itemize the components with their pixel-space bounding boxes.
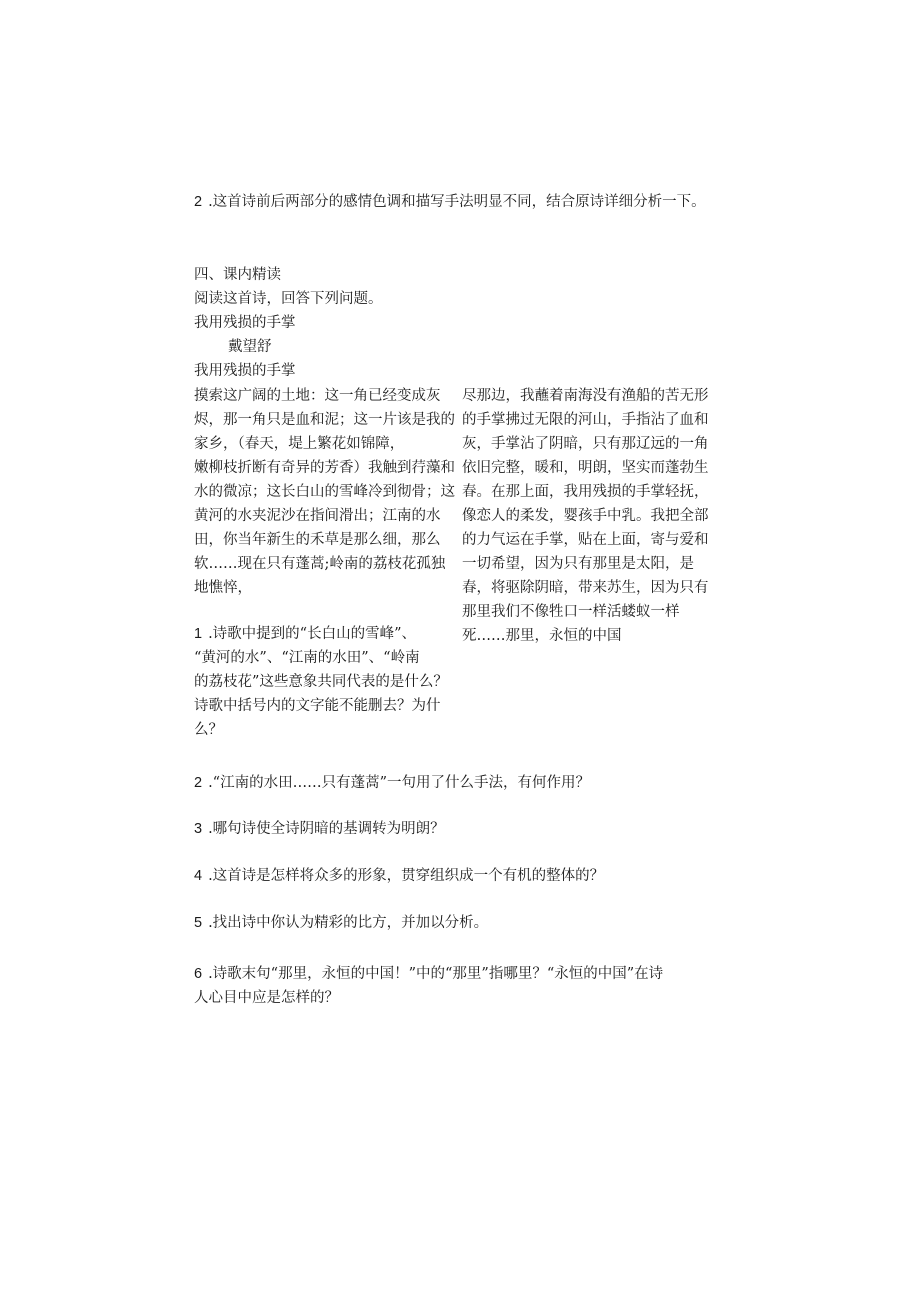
poem-line: 田，你当年新生的禾草是那么细，那么: [194, 532, 441, 548]
question-text: .这首诗是怎样将众多的形象，贯穿组织成一个有机的整体的？: [208, 868, 605, 884]
question-text: 么？: [194, 722, 223, 738]
poem-line: 依旧完整，暖和，明朗，坚实而蓬勃生: [462, 460, 709, 476]
poem-line: 的手掌拂过无限的河山，手指沾了血和: [462, 412, 709, 428]
question-text: 的荔枝花”这些意象共同代表的是什么？: [194, 674, 448, 690]
poem-first-line: 我用残损的手掌: [194, 363, 296, 379]
prev-question-number: 2: [194, 194, 203, 210]
question-number: 5: [194, 915, 203, 931]
question-5: [194, 911, 488, 935]
poem-line: 地憔悴，: [194, 580, 252, 596]
question-text: .“江南的水田……只有蓬蒿”一句用了什么手法，有何作用？: [208, 775, 591, 791]
poem-line: 嫩柳枝折断有奇异的芳香）我触到荇藻和: [194, 460, 455, 476]
question-text: .找出诗中你认为精彩的比方，并加以分析。: [208, 915, 489, 931]
poem-line: 水的微凉；这长白山的雪峰冷到彻骨；这: [194, 484, 455, 500]
question-4: [194, 864, 604, 888]
prev-question-text: .这首诗前后两部分的感情色调和描写手法明显不同，结合原诗详细分析一下。: [208, 194, 706, 210]
poem-line: 的力气运在手掌，贴在上面，寄与爱和: [462, 532, 709, 548]
question-2: [194, 771, 590, 795]
section-instruction: 阅读这首诗，回答下列问题。: [194, 291, 383, 307]
question-text: .诗歌末句“那里，永恒的中国！”中的“那里”指哪里？“永恒的中国”在诗: [208, 966, 664, 982]
question-text: .哪句诗使全诗阴暗的基调转为明朗？: [208, 821, 445, 837]
poem-line: 一切希望，因为只有那里是太阳，是: [462, 556, 694, 572]
poem-line: 春，将驱除阴暗，带来苏生，因为只有: [462, 580, 709, 596]
poem-line: 软……现在只有蓬蒿;岭南的荔枝花孤独: [194, 556, 446, 572]
prev-question: [194, 190, 706, 214]
poem-line: 摸索这广阔的土地：这一角已经变成灰: [194, 388, 441, 404]
question-6: [194, 962, 663, 1010]
poem-line: 家乡，（春天，堤上繁花如锦障，: [194, 436, 405, 452]
poem-line: 春。在那上面，我用残损的手掌轻抚，: [462, 484, 709, 500]
question-number: 2: [194, 775, 203, 791]
question-number: 1: [194, 626, 203, 642]
question-number: 3: [194, 821, 203, 837]
poem-author: 戴望舒: [228, 339, 272, 355]
question-3: [194, 817, 445, 841]
poem-line: 那里我们不像牲口一样活蝼蚁一样: [462, 604, 680, 620]
poem-line: 黄河的水夹泥沙在指间滑出；江南的水: [194, 508, 441, 524]
question-text: “黄河的水”、“江南的水田”、“岭南: [194, 650, 420, 666]
section-heading: 四、课内精读: [194, 267, 281, 283]
question-text: .诗歌中提到的“长白山的雪峰”、: [208, 626, 417, 642]
poem-left-column: [194, 384, 455, 600]
question-text: 诗歌中括号内的文字能不能删去？为什: [194, 698, 441, 714]
question-text: 人心目中应是怎样的？: [194, 990, 339, 1006]
question-number: 4: [194, 868, 203, 884]
poem-line: 尽那边，我蘸着南海没有渔船的苦无形: [462, 388, 709, 404]
poem-title: 我用残损的手掌: [194, 315, 296, 331]
poem-line: 像恋人的柔发，婴孩手中乳。我把全部: [462, 508, 709, 524]
question-number: 6: [194, 966, 203, 982]
poem-line: 灰，手掌沾了阴暗，只有那辽远的一角: [462, 436, 709, 452]
poem-line: 死……那里，永恒的中国: [462, 628, 622, 644]
poem-right-column: [462, 384, 709, 648]
question-1: [194, 622, 448, 742]
poem-line: 烬，那一角只是血和泥；这一片该是我的: [194, 412, 455, 428]
